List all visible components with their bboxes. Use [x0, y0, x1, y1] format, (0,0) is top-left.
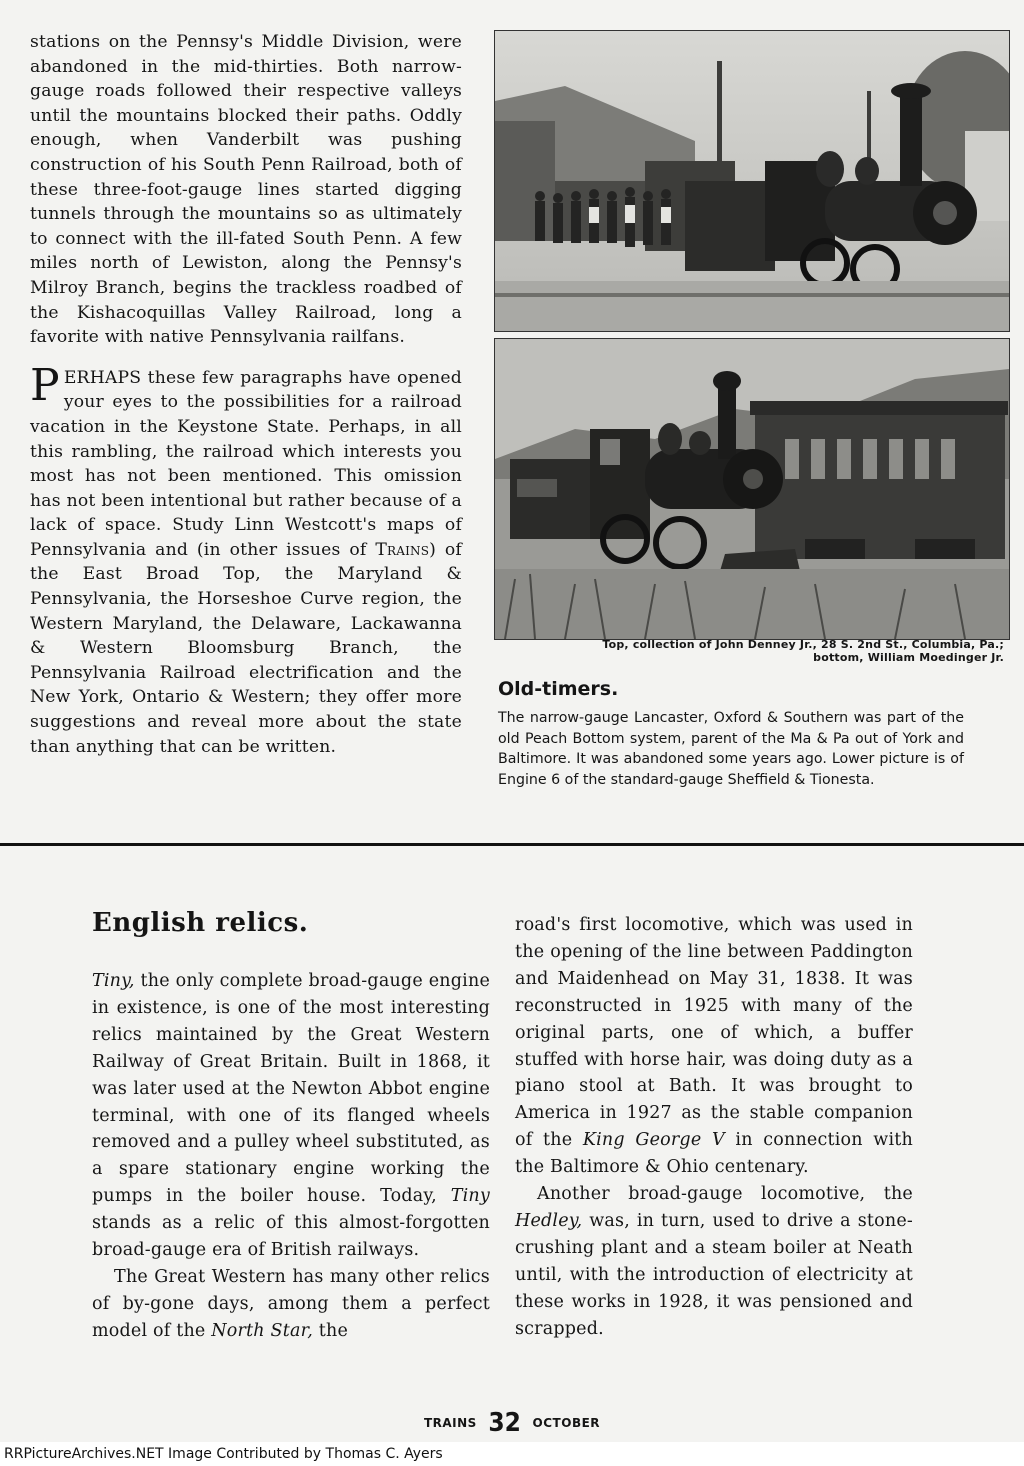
paragraph-text: Another broad-gauge locomotive, the	[537, 1184, 913, 1205]
paragraph	[30, 359, 462, 760]
photo-narrow-gauge-locomotive	[494, 30, 1010, 332]
credit-line-1: Top, collection of John Denney Jr., 28 S. 2nd St., Columbia, Pa.;	[602, 638, 1004, 651]
article-title: English relics.	[92, 908, 309, 938]
drop-cap: P	[30, 359, 60, 411]
caption-body: The narrow-gauge Lancaster, Oxford & Southern was part of the old Peach Bottom system, parent of the Ma & Pa out of York and Baltimore. It was abandoned some years ago. Lower picture is of Engine 6 of the standard-gauge Sheffield & Tionesta.	[498, 710, 964, 788]
continued-article-column	[30, 30, 462, 759]
page-number: 32	[488, 1408, 521, 1438]
paragraph	[515, 1181, 913, 1342]
italic-name: Hedley,	[515, 1210, 583, 1231]
page-footer	[0, 1408, 1024, 1438]
italic-name: Tiny,	[92, 971, 135, 991]
paragraph-text: in connection with the Baltimore & Ohio centenary.	[515, 1130, 913, 1178]
engine-six-photo-illustration	[495, 339, 1009, 639]
paragraph-text: was, in turn, used to drive a stone-crushing plant and a steam boiler at Neath until, with the introduction of electricity at these works in 1928, it was pensioned and scrapped.	[515, 1210, 913, 1339]
paragraph	[92, 968, 490, 1264]
small-caps-lead: ERHAPS	[63, 367, 142, 388]
paragraph-text: road's first locomotive, which was used in the opening of the line between Paddington and Maidenhead on May 31, 1838. It was reconstructed in 1925 with many of the original parts, one of which, a buffer stuffed with horse hair, was doing duty as a piano stool at Bath. It was brought to America in 1927 as the stable companion of the	[515, 915, 913, 1151]
caption-title: Old-timers.	[498, 678, 619, 700]
paragraph	[92, 1264, 490, 1345]
photo-credit	[494, 638, 1004, 664]
magazine-name: Trains	[375, 539, 430, 560]
credit-line-2: bottom, William Moedinger Jr.	[813, 651, 1004, 664]
paragraph-text: The Great Western has many other relics of by-gone days, among them a perfect model of the	[92, 1266, 490, 1341]
paragraph-text: stands as a relic of this almost-forgotten broad-gauge era of British railways.	[92, 1213, 490, 1261]
article-column-right	[515, 912, 913, 1343]
paragraph-text: the	[313, 1320, 349, 1341]
photo-sheffield-tionesta-engine	[494, 338, 1010, 640]
paragraph	[515, 912, 913, 1181]
paragraph-text: the only complete broad-gauge engine in existence, is one of the most interesting relics maintained by the Great Western Railway of Great Britain. Built in 1868, it was later used at the Newton Abbot engine terminal, with one of its flanged wheels removed and a pulley wheel substituted, as a spare stationary engine working the pumps in the boiler house. Today,	[92, 971, 490, 1207]
paragraph-text: ) of the East Broad Top, the Maryland & Pennsylvania, the Horseshoe Curve region, the Western Maryland, the Delaware, Lackawanna & Western Bloomsburg Branch, the Pennsylvania Railroad electrification and the New York, Ontario & Western; they offer more suggestions and reveal more about the state than anything that can be written.	[30, 539, 462, 757]
italic-name: North Star,	[211, 1320, 313, 1341]
footer-magazine-name: TRAINS	[423, 1416, 477, 1430]
paragraph: stations on the Pennsy's Middle Division, were abandoned in the mid-thirties. Both narrow-gauge roads followed their respective valleys until the mountains blocked their paths. Oddly enough, when Vanderbilt was pushing construction of his South Penn Railroad, both of these three-foot-gauge lines started digging tunnels through the mountains so as ultimately to connect with the ill-fated South Penn. A few miles north of Lewiston, along the Pennsy's Milroy Branch, begins the trackless roadbed of the Kishacoquillas Valley Railroad, long a favorite with native Pennsylvania railfans.	[30, 32, 462, 348]
italic-name: Tiny	[450, 1186, 490, 1207]
footer-month: OCTOBER	[532, 1416, 601, 1430]
section-divider	[0, 843, 1024, 846]
paragraph-text: these few paragraphs have opened your eyes to the possibilities for a railroad vacation in the Keystone State. Perhaps, in all this rambling, the railroad which interests you most has not been mentioned. This omission has not been intentional but rather because of a lack of space. Study Linn Westcott's maps of Pennsylvania and (in other issues of	[30, 367, 462, 560]
italic-name: King George V	[582, 1130, 725, 1151]
locomotive-photo-illustration	[495, 31, 1009, 331]
watermark-credit: RRPictureArchives.NET Image Contributed by Thomas C. Ayers	[0, 1442, 1024, 1466]
article-column-left	[92, 968, 490, 1345]
